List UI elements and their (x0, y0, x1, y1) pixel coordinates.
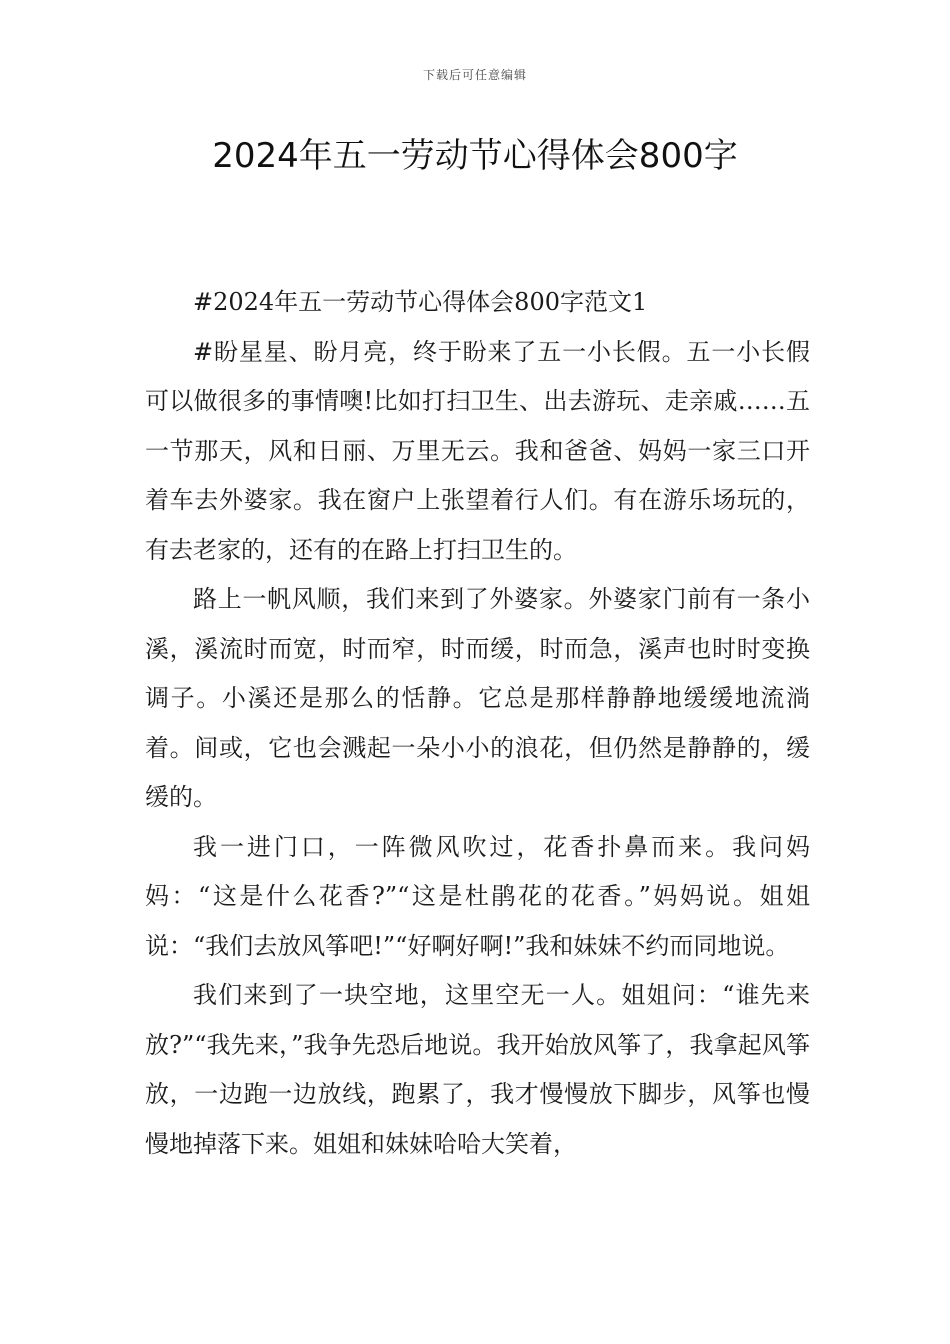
document-title: 2024年五一劳动节心得体会800字 (212, 136, 738, 176)
paragraph: 我一进门口，一阵微风吹过，花香扑鼻而来。我问妈妈：“这是什么花香?”“这是杜鹃花的花香。”妈妈说。姐姐说：“我们去放风筝吧!”“好啊好啊!”我和妹妹不约而同地说。 (145, 832, 810, 960)
paragraph: 路上一帆风顺，我们来到了外婆家。外婆家门前有一条小溪，溪流时而宽，时而窄，时而缓，时而急，溪声也时时变换调子。小溪还是那么的恬静。它总是那样静静地缓缓地流淌着。间或，它也会溅起一朵小小的浪花，但仍然是静静的，缓缓的。 (145, 585, 810, 811)
paragraph: #盼星星、盼月亮，终于盼来了五一小长假。五一小长假可以做很多的事情噢!比如打扫卫生、出去游玩、走亲戚……五一节那天，风和日丽、万里无云。我和爸爸、妈妈一家三口开着车去外婆家。我在窗户上张望着行人们。有在游乐场玩的，有去老家的，还有的在路上打扫卫生的。 (145, 337, 810, 564)
paragraph: 我们来到了一块空地，这里空无一人。姐姐问：“谁先来放?”“我先来，”我争先恐后地说。我开始放风筝了，我拿起风筝放，一边跑一边放线，跑累了，我才慢慢放下脚步，风筝也慢慢地掉落下来。姐姐和妹妹哈哈大笑着， (145, 981, 810, 1158)
paragraph-heading: #2024年五一劳动节心得体会800字范文1 (193, 288, 648, 316)
document-body (145, 278, 810, 1169)
page-header-note: 下载后可任意编辑 (422, 68, 527, 82)
